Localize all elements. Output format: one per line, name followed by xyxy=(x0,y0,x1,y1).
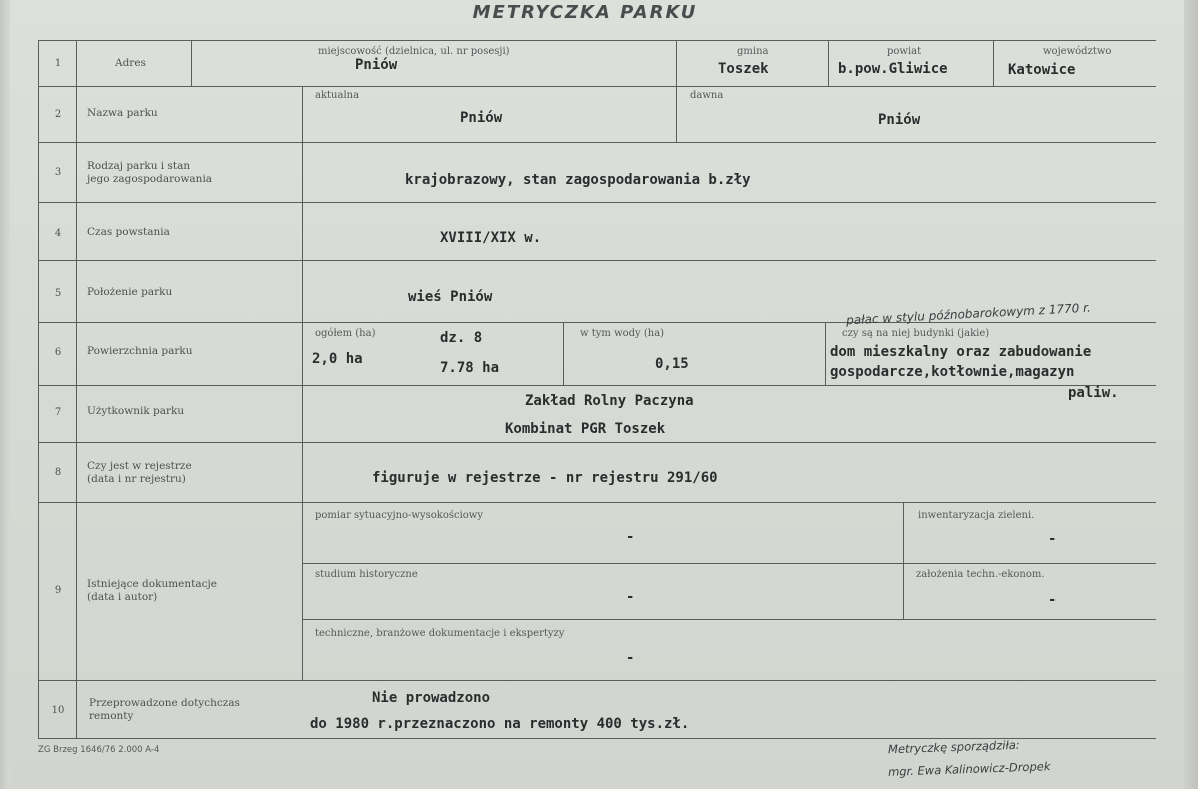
park-type-label-2: jego zagospodarowania xyxy=(87,173,213,185)
repairs-value-2: do 1980 r.przeznaczono na remonty 400 tys.zł. xyxy=(310,716,690,732)
assumptions-caption: założenia techn.-ekonom. xyxy=(916,569,1045,580)
origin-time-label: Czas powstania xyxy=(87,226,170,238)
county-caption: powiat xyxy=(887,46,922,57)
row-number: 3 xyxy=(54,167,62,178)
total-area-value: 2,0 ha xyxy=(312,351,363,367)
commune-value: Toszek xyxy=(718,61,769,77)
user-label: Użytkownik parku xyxy=(87,405,185,417)
water-area-value: 0,15 xyxy=(655,356,689,372)
form-title: METRYCZKA PARKU xyxy=(472,2,698,23)
buildings-value-2: gospodarcze,kotłownie,magazyn xyxy=(830,364,1075,380)
locality-caption: miejscowość (dzielnica, ul. nr posesji) xyxy=(318,46,510,57)
commune-caption: gmina xyxy=(737,46,769,57)
current-name-caption: aktualna xyxy=(315,90,360,101)
area-label: Powierzchnia parku xyxy=(87,345,193,357)
row-number: 7 xyxy=(54,407,62,418)
history-caption: studium historyczne xyxy=(315,569,418,580)
user-value-1: Zakład Rolny Paczyna xyxy=(525,393,694,409)
row-number: 5 xyxy=(54,288,62,299)
handwritten-note: pałac w stylu późnobarokowym z 1770 r. xyxy=(845,300,1092,328)
user-value-2: Kombinat PGR Toszek xyxy=(505,421,666,437)
current-name-value: Pniów xyxy=(460,110,503,126)
province-caption: województwo xyxy=(1043,46,1112,57)
former-name-value: Pniów xyxy=(878,112,921,128)
row-number: 6 xyxy=(54,347,62,358)
buildings-value-1: dom mieszkalny oraz zabudowanie xyxy=(830,344,1092,360)
assumptions-value: - xyxy=(1048,592,1057,608)
survey-caption: pomiar sytuacyjno-wysokościowy xyxy=(315,510,484,521)
address-label: Adres xyxy=(115,57,146,69)
docs-label: Istniejące dokumentacje xyxy=(87,578,217,590)
origin-time-value: XVIII/XIX w. xyxy=(440,230,542,246)
row-number: 8 xyxy=(54,467,62,478)
park-type-value: krajobrazowy, stan zagospodarowania b.zły xyxy=(405,172,751,188)
buildings-caption: czy są na niej budynki (jakie) xyxy=(842,328,990,339)
county-value: b.pow.Gliwice xyxy=(838,61,948,77)
former-name-caption: dawna xyxy=(690,90,724,101)
park-type-label: Rodzaj parku i stan xyxy=(87,160,191,172)
park-name-label: Nazwa parku xyxy=(87,107,158,119)
province-value: Katowice xyxy=(1008,62,1076,78)
docs-label-2: (data i autor) xyxy=(87,591,158,603)
plot-number: dz. 8 xyxy=(440,330,483,346)
row-number: 9 xyxy=(54,585,62,596)
row-number: 2 xyxy=(54,109,62,120)
water-area-caption: w tym wody (ha) xyxy=(580,328,665,339)
plot-area: 7.78 ha xyxy=(440,360,500,376)
survey-value: - xyxy=(626,529,635,545)
register-label: Czy jest w rejestrze xyxy=(87,460,192,472)
locality-value: Pniów xyxy=(355,57,398,73)
history-value: - xyxy=(626,589,635,605)
technical-docs-value: - xyxy=(626,650,635,666)
total-area-caption: ogółem (ha) xyxy=(315,328,376,339)
row-number: 10 xyxy=(51,705,65,716)
row-number: 1 xyxy=(54,58,62,69)
signature-line-1: Metryczkę sporządziła: xyxy=(887,737,1020,757)
greenery-value: - xyxy=(1048,531,1057,547)
repairs-value-1: Nie prowadzono xyxy=(372,690,491,706)
location-label: Położenie parku xyxy=(87,286,173,298)
signature-line-2: mgr. Ewa Kalinowicz-Dropek xyxy=(887,759,1051,779)
greenery-caption: inwentaryzacja zieleni. xyxy=(918,510,1035,521)
register-value: figuruje w rejestrze - nr rejestru 291/60 xyxy=(372,470,718,486)
technical-docs-caption: techniczne, branżowe dokumentacje i ekspertyzy xyxy=(315,628,565,639)
buildings-value-3: paliw. xyxy=(1068,385,1119,401)
register-label-2: (data i nr rejestru) xyxy=(87,473,186,485)
print-code: ZG Brzeg 1646/76 2.000 A-4 xyxy=(38,745,160,755)
repairs-label: Przeprowadzone dotychczas xyxy=(89,697,240,709)
row-number: 4 xyxy=(54,228,62,239)
location-value: wieś Pniów xyxy=(408,289,493,305)
repairs-label-2: remonty xyxy=(89,710,134,722)
